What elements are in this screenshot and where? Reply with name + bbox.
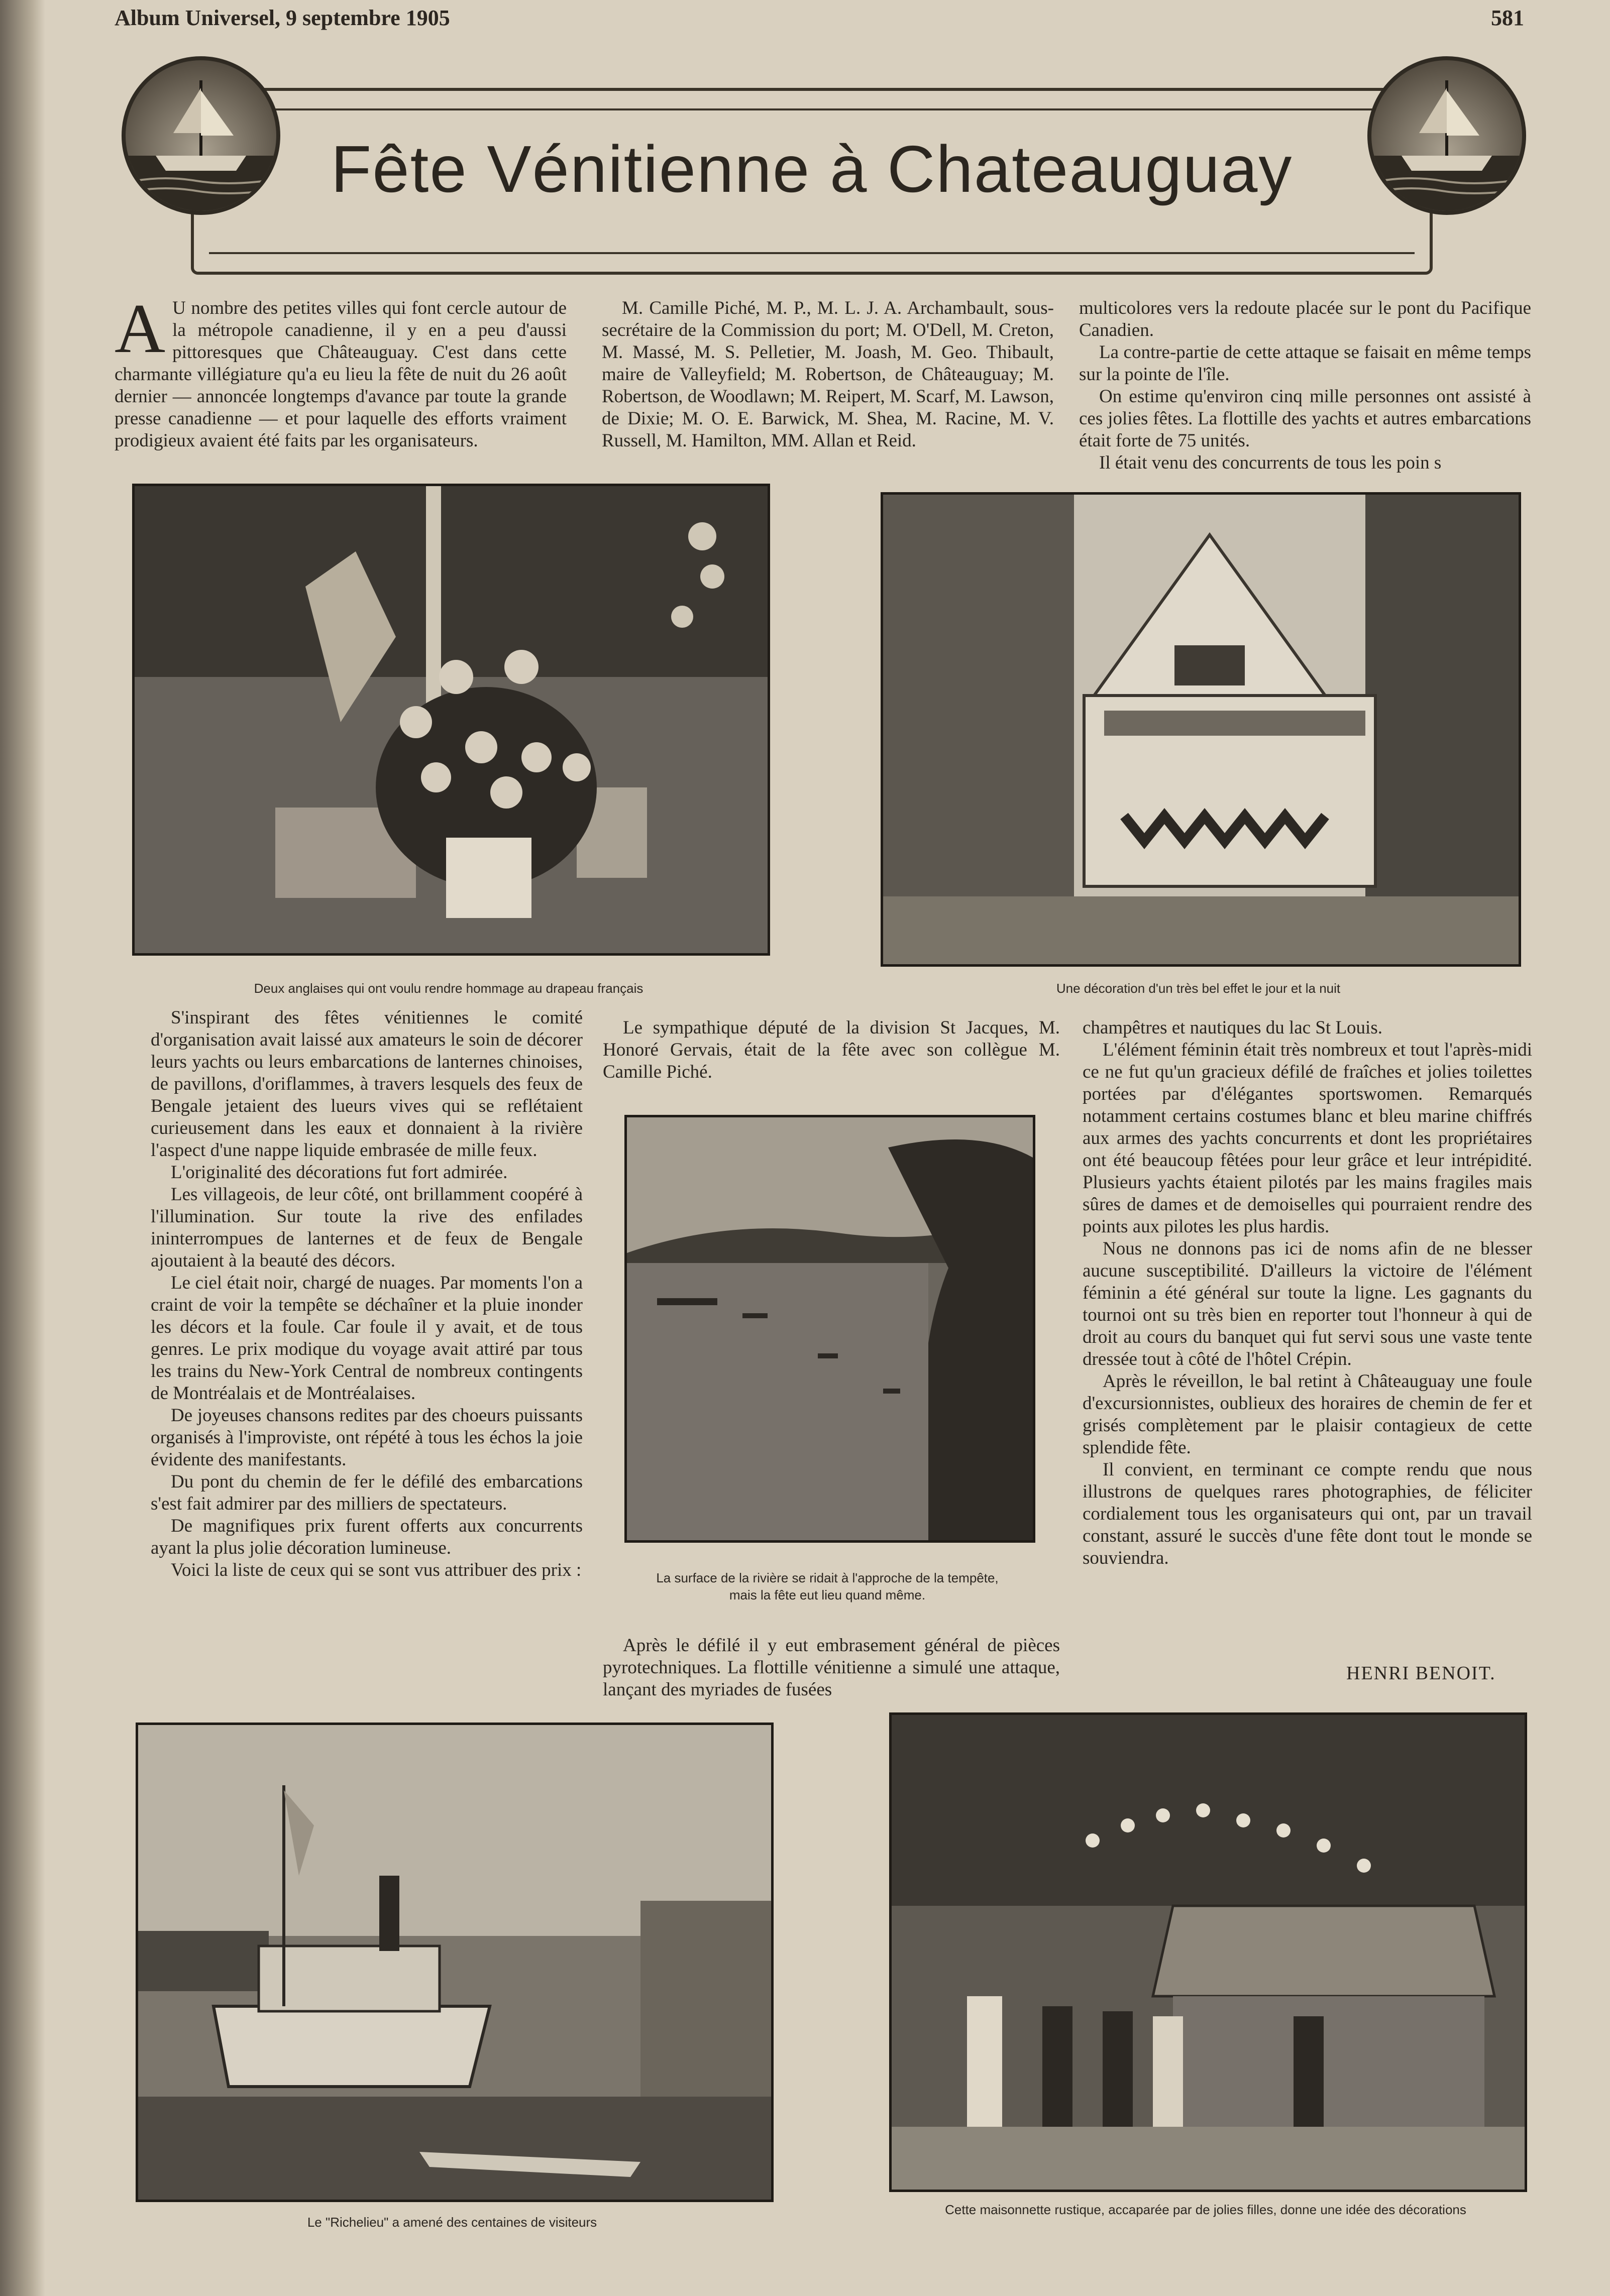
house-photo-illustration: [883, 495, 1519, 964]
top-column-2: [602, 297, 1054, 452]
middle-center-column-bottom: [603, 1635, 1060, 1701]
ship-illustration-right: [1371, 60, 1522, 211]
caption-photo-5: Cette maisonnette rustique, accaparée par de jolies filles, donne une idée des décorations: [945, 2202, 1466, 2217]
photo-rustic-cottage: [889, 1712, 1527, 2192]
caption-photo-2: Une décoration d'un très bel effet le jour et la nuit: [1056, 981, 1341, 996]
mid-right-paragraph-1: champêtres et nautiques du lac St Louis.: [1083, 1017, 1382, 1038]
mid-center-paragraph-1: Le sympathique député de la division St Jacques, M. Honoré Gervais, était de la fête avec son collègue M. Camille Piché.: [603, 1017, 1060, 1082]
title-banner: [191, 88, 1433, 275]
column3-paragraph-3: On estime qu'environ cinq mille personnes ont assisté à ces jolies fêtes. La flottille des yachts et autres embarcations était forte de 75 unités.: [1079, 386, 1531, 451]
photo-river-storm: [624, 1115, 1035, 1543]
mid-center-paragraph-2: Après le défilé il y eut embrasement général de pièces pyrotechniques. La flottille vénitienne a simulé une attaque, lançant des myriades de fusées: [603, 1635, 1060, 1700]
intro-paragraph: U nombre des petites villes qui font cercle autour de la métropole canadienne, il y en a peu d'aussi pittoresques que Châteauguay. C'est dans cette charmante villégiature qu'a eu lieu la fête de nuit du 26 août dernier — annoncée longtemps d'avance par toute la grande presse canadienne — et pour laquelle des efforts vraiment prodigieux avaient été faits par les organisateurs.: [115, 298, 567, 451]
river-photo-illustration: [627, 1117, 1033, 1540]
column3-paragraph-1: multicolores vers la redoute placée sur le pont du Pacifique Canadien.: [1079, 298, 1531, 340]
top-column-3: [1079, 297, 1531, 474]
mid-left-paragraph-8: Voici la liste de ceux qui se sont vus attribuer des prix :: [171, 1560, 582, 1580]
photo-richelieu-steamer: [136, 1723, 774, 2202]
mid-left-paragraph-7: De magnifiques prix furent offerts aux concurrents ayant la plus jolie décoration lumineuse.: [151, 1516, 583, 1558]
mid-right-paragraph-4: Après le réveillon, le bal retint à Châteauguay une foule d'excursionnistes, oublieux des horaires de chemin de fer et grisés complètement par le plaisir contagieux de cette splendide fête.: [1083, 1371, 1532, 1458]
column3-paragraph-2: La contre-partie de cette attaque se faisait en même temps sur la pointe de l'île.: [1079, 342, 1531, 385]
caption-photo-3: [604, 1569, 1050, 1603]
ship-illustration-left: [126, 60, 276, 211]
mid-left-paragraph-4: Le ciel était noir, chargé de nuages. Par moments l'on a craint de voir la tempête se déchaîner et la pluie inonder les décors et la foule. Car foule il y avait, et de tous genres. Le prix modique du voyage avait attiré par tous les trains du New-York Central de nombreux contingents de Montréalais et de Montréalaises.: [151, 1273, 583, 1404]
mid-right-paragraph-2: L'élément féminin était très nombreux et tout l'après-midi ce ne fut qu'un gracieux défilé de fraîches et jolies toilettes portées par d'élégantes sportswomen. Remarqués notamment certains costumes blanc et bleu marine chiffrés aux armes des yachts concurrents et dont les propriétaires ont été beaucoup fêtées pour leur grâce et leur intrépidité. Plusieurs yachts étaient pilotés par les mains fragiles mais sûres de dames et de demoiselles qui pourraient rendre des points aux pilotes les plus hardis.: [1083, 1040, 1532, 1237]
mid-right-paragraph-5: Il convient, en terminant ce compte rendu que nous illustrons de quelques rares photographies, de féliciter cordialement tous les organisateurs qui ont, par un travail constant, assuré le succès d'une fête dont tout le monde se souviendra.: [1083, 1459, 1532, 1568]
top-column-1: [115, 290, 567, 452]
mid-right-paragraph-3: Nous ne donnons pas ici de noms afin de ne blesser aucune susceptibilité. D'ailleurs la victoire de l'élément féminin a été général sur toute la ligne. Les gagnants du tournoi ont su très bien en reporter tout l'honneur à qui de droit au cours du banquet qui fut servi sous une vaste tente dressée tout à côté de l'hôtel Crépin.: [1083, 1238, 1532, 1369]
group-photo-illustration: [135, 486, 768, 953]
mid-left-paragraph-6: Du pont du chemin de fer le défilé des embarcations s'est fait admirer par des milliers de spectateurs.: [151, 1471, 583, 1514]
cottage-photo-illustration: [892, 1715, 1525, 2190]
steamer-photo-illustration: [138, 1725, 771, 2200]
page-number: 581: [1491, 6, 1524, 30]
caption-photo-3-line-1: La surface de la rivière se ridait à l'approche de la tempête,: [656, 1570, 999, 1585]
column3-paragraph-4: Il était venu des concurrents de tous les poin s: [1099, 452, 1442, 473]
mid-left-paragraph-1: S'inspirant des fêtes vénitiennes le comité d'organisation avait laissé aux amateurs le soin de décorer leurs yachts ou leurs embarcations de lanternes chinoises, de pavillons, d'oriflammes, à travers lesquels des feux de Bengale jetaient des lueurs vives qui se reflétaient curieusement dans les eaux et donnaient à la rivière l'aspect d'une nappe liquide embrasée de mille feux.: [151, 1007, 583, 1161]
page-header-left: Album Universel, 9 septembre 1905: [115, 6, 450, 30]
article-title: Fête Vénitienne à Chateauguay: [331, 132, 1293, 206]
mid-left-paragraph-3: Les villageois, de leur côté, ont brillamment coopéré à l'illumination. Sur toute la rive des enfilades ininterrompues de lanternes et de feux de Bengale ajoutaient à la beauté des décors.: [151, 1184, 583, 1271]
ship-medallion-right: [1367, 56, 1526, 215]
guest-list-paragraph: M. Camille Piché, M. P., M. L. J. A. Archambault, sous-secrétaire de la Commission du port; M. O'Dell, M. Creton, M. Massé, M. S. Pelletier, M. Joash, M. Geo. Thibault, maire de Valleyfield; M. Robertson, de Châteauguay; M. Robertson, de Woodlawn; M. Reipert, M. Scarf, M. Lawson, de Dixie; M. O. E. Barwick, M. Shea, M. Racine, M. V. Russell, M. Hamilton, MM. Allan et Reid.: [602, 298, 1054, 451]
mid-left-paragraph-5: De joyeuses chansons redites par des choeurs puissants organisés à l'improviste, ont répété à tous les échos la joie évidente des manifestants.: [151, 1405, 583, 1470]
photo-decorated-house: [881, 492, 1521, 967]
photo-english-girls-flags: [132, 484, 770, 956]
middle-left-column: [151, 1007, 583, 1581]
drop-cap: A: [115, 290, 166, 368]
middle-center-column-top: [603, 1017, 1060, 1083]
author-signature: HENRI BENOIT.: [1346, 1663, 1496, 1684]
mid-left-paragraph-2: L'originalité des décorations fut fort admirée.: [171, 1162, 508, 1183]
caption-photo-4: Le "Richelieu" a amené des centaines de visiteurs: [307, 2215, 597, 2230]
caption-photo-1: Deux anglaises qui ont voulu rendre hommage au drapeau français: [254, 981, 643, 996]
ship-medallion-left: [122, 56, 280, 215]
middle-right-column: [1083, 1017, 1532, 1569]
caption-photo-3-line-2: mais la fête eut lieu quand même.: [729, 1587, 926, 1602]
